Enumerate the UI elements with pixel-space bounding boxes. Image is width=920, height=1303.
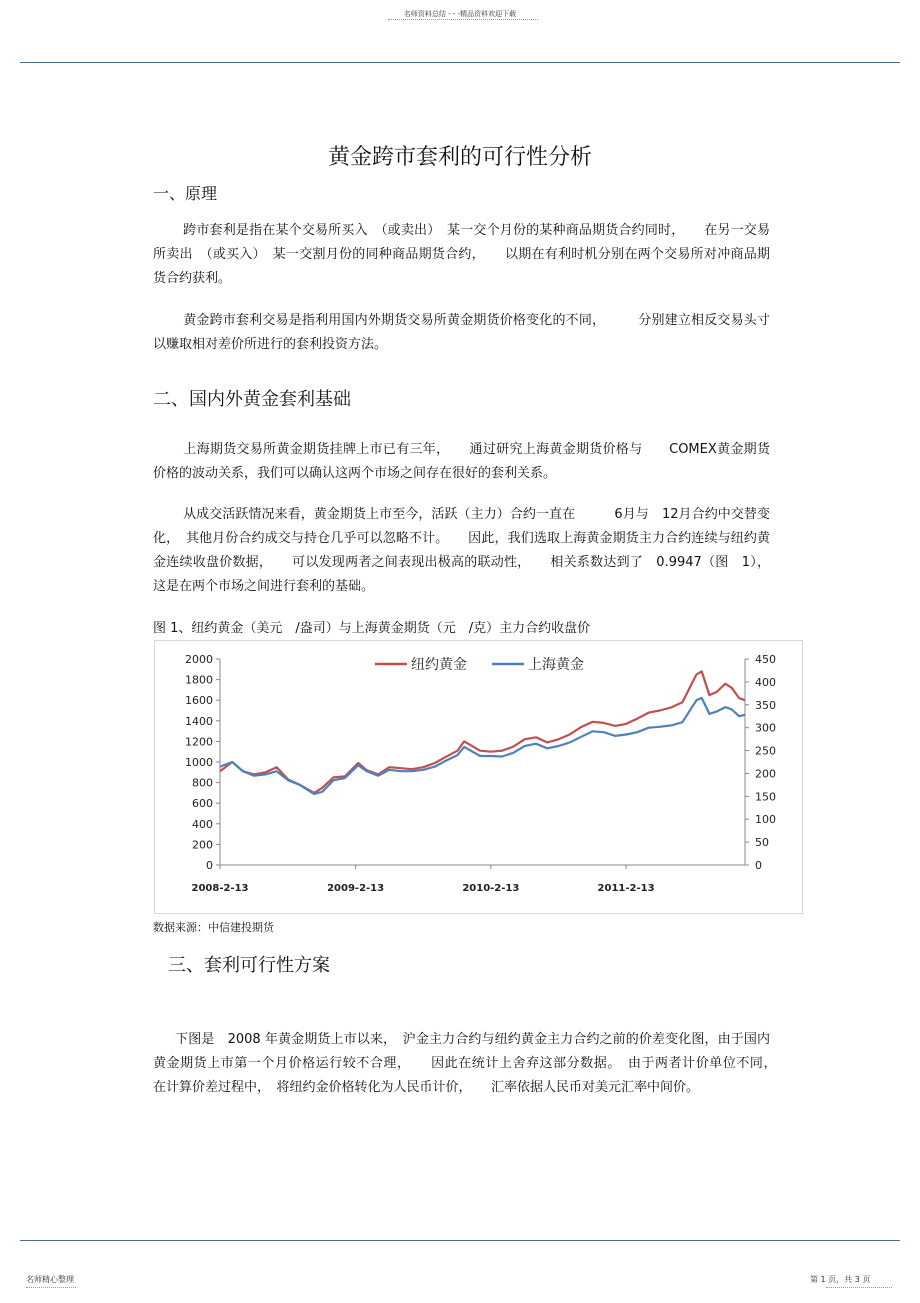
section-3-heading: 三、套利可行性方案 [168,955,330,976]
right-tick-label: 400 [755,675,776,689]
footer-left-dots [26,1287,76,1288]
section-1-paragraph-2 [153,309,770,357]
page-header: 名师资料总结 - - -精品资料欢迎下载 [403,10,517,18]
x-tick-label: 2009-2-13 [327,883,385,894]
left-tick-label: 1600 [185,694,213,708]
section-1-paragraph-1 [153,219,770,291]
legend-label-sh: 上海黄金 [528,657,584,673]
chart-container [154,640,803,914]
section-1-heading: 一、原理 [153,184,218,203]
right-tick-label: 50 [755,836,769,850]
right-tick-label: 150 [755,790,776,804]
gold-price-chart [155,641,802,913]
section-1-paragraph-2-text: 黄金跨市套利交易是指利用国内外期货交易所黄金期货价格变化的不同， 分别建立相反交易头寸以赚取相对差价所进行的套利投资方法。 [153,313,770,352]
left-tick-label: 0 [206,859,213,872]
top-rule [20,62,900,63]
left-tick-label: 1200 [185,735,213,749]
document-title: 黄金跨市套利的可行性分析 [327,145,592,170]
x-tick-label: 2011-2-13 [597,883,655,894]
right-tick-label: 0 [755,859,762,872]
section-2-paragraph-1 [153,438,770,486]
figure-caption: 图 1、纽约黄金（美元 /盎司）与上海黄金期货（元 /克）主力合约收盘价 [153,621,591,636]
section-1-paragraph-1-text: 跨市套利是指在某个交易所买入 （或卖出） 某一交个月份的某种商品期货合约同时， 在另一交易所卖出 （或买入） 某一交割月份的同种商品期货合约， 以期在有利时机分别在两个交易所对冲商品期货合约获利。 [153,223,770,286]
section-3-paragraph-1 [153,1028,784,1100]
left-tick-label: 200 [192,838,213,852]
bottom-rule [20,1240,900,1241]
section-3-paragraph-1-text: 下图是 2008 年黄金期货上市以来， 沪金主力合约与纽约黄金主力合约之前的价差变化图，由于国内黄金期货上市第一个月价格运行较不合理， 因此在统计上舍弃这部分数据。 由于两者计价单位不同， 在计算价差过程中， 将纽约金价格转化为人民币计价， 汇率依据人民币对美元汇率中间价。 [153,1032,784,1095]
series-line-sh [220,698,745,794]
x-tick-label: 2008-2-13 [191,883,249,894]
right-tick-label: 200 [755,767,776,781]
left-tick-label: 400 [192,817,213,831]
section-2-paragraph-1-text: 上海期货交易所黄金期货挂牌上市已有三年， 通过研究上海黄金期货价格与 COMEX黄金期货价格的波动关系，我们可以确认这两个市场之间存在很好的套利关系。 [153,442,770,481]
header-dots [388,19,538,20]
footer-page-number: 第 1 页，共 3 页 [810,1275,871,1284]
figure-source: 数据来源：中信建投期货 [153,921,274,934]
left-tick-label: 800 [192,776,213,790]
right-tick-label: 450 [755,653,776,666]
right-tick-label: 350 [755,698,776,712]
x-tick-label: 2010-2-13 [462,883,520,894]
series-line-ny [220,671,745,793]
left-tick-label: 600 [192,797,213,811]
right-tick-label: 300 [755,721,776,735]
left-tick-label: 2000 [185,653,213,666]
legend-label-ny: 纽约黄金 [411,657,467,673]
section-2-paragraph-2-text: 从成交活跃情况来看，黄金期货上市至今，活跃（主力）合约一直在 6月与 12月合约中交替变化， 其他月份合约成交与持仓几乎可以忽略不计。 因此，我们选取上海黄金期货主力合约连续与纽约黄金连续收盘价数据， 可以发现两者之间表现出极高的联动性， 相关系数达到了 0.9947（图 1），这是在两个市场之间进行套利的基础。 [153,507,770,594]
left-tick-label: 1000 [185,756,213,769]
section-2-heading: 二、国内外黄金套利基础 [153,389,351,410]
right-tick-label: 250 [755,744,776,758]
footer-left: 名师精心整理 [26,1275,74,1284]
section-2-paragraph-2 [153,503,770,599]
left-tick-label: 1800 [185,673,213,687]
left-tick-label: 1400 [185,714,213,728]
footer-right-dots [826,1287,892,1288]
right-tick-label: 100 [755,813,776,827]
